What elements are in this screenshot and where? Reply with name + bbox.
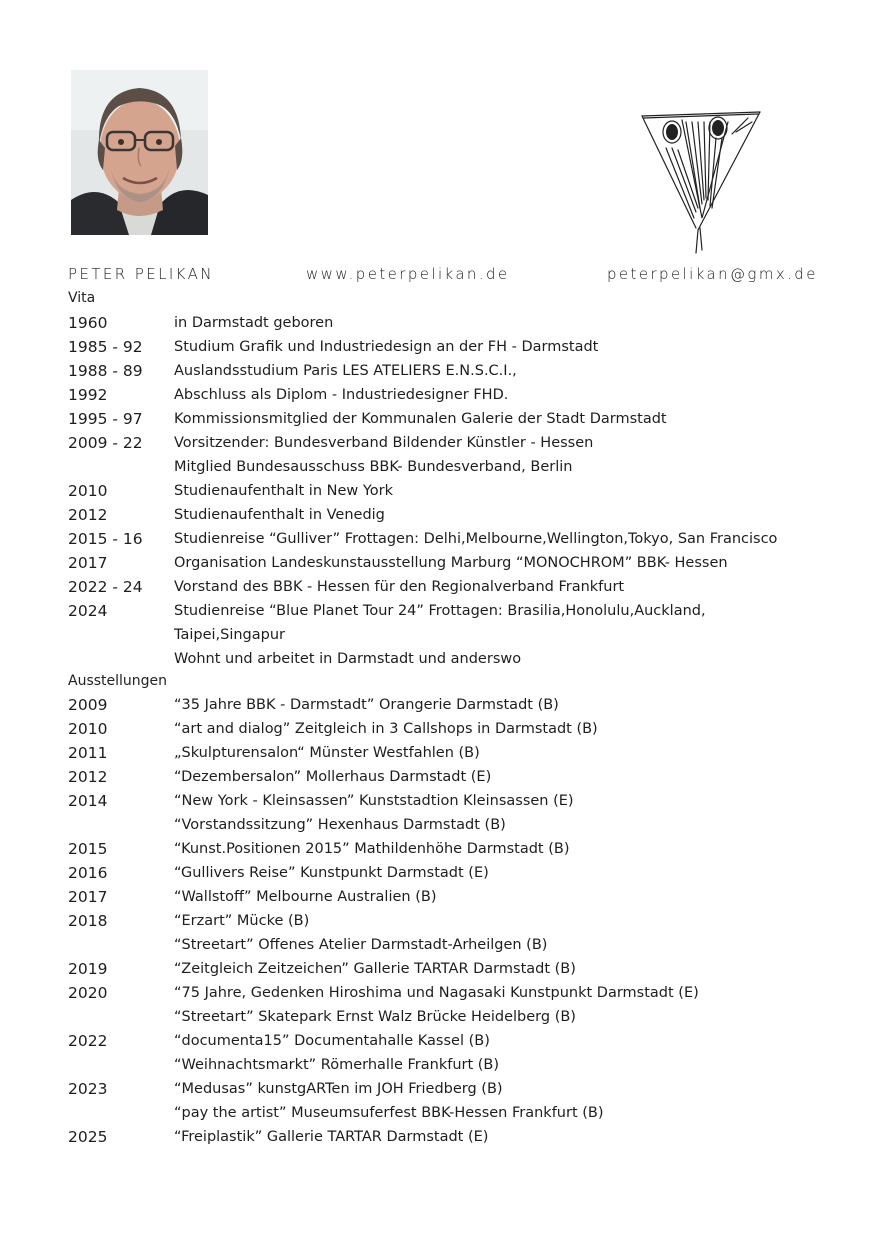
exhibition-row (68, 1005, 828, 1029)
entry-description: Vorstand des BBK - Hessen für den Regionalverband Frankfurt (174, 579, 625, 595)
entry-description: Taipei,Singapur (174, 627, 286, 643)
entry-year: 2019 (68, 960, 108, 978)
exhibition-row (68, 789, 828, 813)
entry-description: in Darmstadt geboren (174, 315, 334, 331)
entry-year: 1992 (68, 386, 108, 404)
entry-description: Vorsitzender: Bundesverband Bildender Künstler - Hessen (174, 435, 594, 451)
entry-description: “New York - Kleinsassen” Kunststadtion Kleinsassen (E) (174, 793, 574, 809)
pelican-logo-sketch (636, 108, 766, 258)
entry-year: 1960 (68, 314, 108, 332)
exhibition-row (68, 813, 828, 837)
vita-row (68, 599, 828, 623)
entry-description: “Medusas” kunstgARTen im JOH Friedberg (B) (174, 1081, 503, 1097)
entry-year: 2012 (68, 768, 108, 786)
entry-description: Studienaufenthalt in New York (174, 483, 394, 499)
website-link[interactable]: www.peterpelikan.de (306, 265, 510, 283)
entry-year: 2022 - 24 (68, 578, 143, 596)
entry-description: “Freiplastik” Gallerie TARTAR Darmstadt (E) (174, 1129, 489, 1145)
entry-description: Studienreise “Blue Planet Tour 24” Frottagen: Brasilia,Honolulu,Auckland, (174, 603, 706, 619)
entry-year: 2017 (68, 554, 108, 572)
entry-year: 1988 - 89 (68, 362, 143, 380)
entry-year: 2011 (68, 744, 108, 762)
entry-year: 2012 (68, 506, 108, 524)
entry-year: 2022 (68, 1032, 108, 1050)
vita-row (68, 311, 828, 335)
entry-description: Studium Grafik und Industriedesign an der FH - Darmstadt (174, 339, 599, 355)
entry-description: “Streetart” Offenes Atelier Darmstadt-Arheilgen (B) (174, 937, 548, 953)
exhibition-row (68, 717, 828, 741)
vita-row (68, 479, 828, 503)
vita-row (68, 383, 828, 407)
vita-row (68, 503, 828, 527)
entry-year: 2010 (68, 720, 108, 738)
exhibition-row (68, 957, 828, 981)
exhibition-row (68, 765, 828, 789)
entry-description: “documenta15” Documentahalle Kassel (B) (174, 1033, 490, 1049)
vita-row (68, 551, 828, 575)
vita-row (68, 431, 828, 455)
exhibition-row (68, 933, 828, 957)
entry-description: Organisation Landeskunstausstellung Marburg “MONOCHROM” BBK- Hessen (174, 555, 728, 571)
entry-description: Kommissionsmitglied der Kommunalen Galerie der Stadt Darmstadt (174, 411, 667, 427)
entry-description: “Streetart” Skatepark Ernst Walz Brücke Heidelberg (B) (174, 1009, 576, 1025)
vita-row (68, 647, 828, 671)
entry-description: “Vorstandssitzung” Hexenhaus Darmstadt (B) (174, 817, 506, 833)
entry-year: 2014 (68, 792, 108, 810)
exhibitions-list (68, 693, 828, 1149)
vita-row (68, 359, 828, 383)
entry-description: “Kunst.Positionen 2015” Mathildenhöhe Darmstadt (B) (174, 841, 570, 857)
entry-year: 2015 (68, 840, 108, 858)
portrait-illustration (71, 70, 208, 235)
entry-description: Studienreise “Gulliver” Frottagen: Delhi,Melbourne,Wellington,Tokyo, San Francisco (174, 531, 778, 547)
entry-description: Auslandsstudium Paris LES ATELIERS E.N.S.C.I., (174, 363, 517, 379)
vita-row (68, 455, 828, 479)
vita-row (68, 407, 828, 431)
exhibition-row (68, 1053, 828, 1077)
entry-description: Wohnt und arbeitet in Darmstadt und anderswo (174, 651, 522, 667)
artist-name: PETER PELIKAN (68, 265, 214, 283)
entry-description: “Dezembersalon” Mollerhaus Darmstadt (E) (174, 769, 492, 785)
exhibition-row (68, 1125, 828, 1149)
entry-year: 1995 - 97 (68, 410, 143, 428)
portrait-photo (71, 70, 208, 235)
exhibition-row (68, 741, 828, 765)
entry-year: 2023 (68, 1080, 108, 1098)
entry-year: 2025 (68, 1128, 108, 1146)
vita-heading: Vita (68, 290, 96, 306)
entry-year: 2015 - 16 (68, 530, 143, 548)
entry-description: Mitglied Bundesausschuss BBK- Bundesverband, Berlin (174, 459, 573, 475)
entry-description: Abschluss als Diplom - Industriedesigner FHD. (174, 387, 509, 403)
email-link[interactable]: peterpelikan@gmx.de (607, 265, 818, 283)
vita-row (68, 575, 828, 599)
entry-year: 2018 (68, 912, 108, 930)
entry-description: “Wallstoff” Melbourne Australien (B) (174, 889, 437, 905)
exhibition-row (68, 1029, 828, 1053)
exhibition-row (68, 861, 828, 885)
entry-year: 2010 (68, 482, 108, 500)
exhibition-row (68, 1077, 828, 1101)
exhibition-row (68, 981, 828, 1005)
exhibition-row (68, 1101, 828, 1125)
vita-list (68, 311, 828, 671)
entry-description: “75 Jahre, Gedenken Hiroshima und Nagasaki Kunstpunkt Darmstadt (E) (174, 985, 699, 1001)
entry-year: 2024 (68, 602, 108, 620)
entry-description: “art and dialog” Zeitgleich in 3 Callshops in Darmstadt (B) (174, 721, 598, 737)
entry-year: 2017 (68, 888, 108, 906)
entry-year: 1985 - 92 (68, 338, 143, 356)
entry-description: “Erzart” Mücke (B) (174, 913, 310, 929)
entry-description: “Weihnachtsmarkt” Römerhalle Frankfurt (B) (174, 1057, 500, 1073)
exhibition-row (68, 693, 828, 717)
vita-row (68, 335, 828, 359)
entry-year: 2009 - 22 (68, 434, 143, 452)
vita-row (68, 527, 828, 551)
exhibitions-heading: Ausstellungen (68, 673, 168, 689)
entry-year: 2016 (68, 864, 108, 882)
entry-year: 2020 (68, 984, 108, 1002)
exhibition-row (68, 909, 828, 933)
entry-description: “pay the artist” Museumsuferfest BBK-Hessen Frankfurt (B) (174, 1105, 604, 1121)
entry-description: “Zeitgleich Zeitzeichen” Gallerie TARTAR Darmstadt (B) (174, 961, 576, 977)
entry-year: 2009 (68, 696, 108, 714)
entry-description: Studienaufenthalt in Venedig (174, 507, 385, 523)
entry-description: “Gullivers Reise” Kunstpunkt Darmstadt (E) (174, 865, 489, 881)
vita-row (68, 623, 828, 647)
entry-description: „Skulpturensalon“ Münster Westfahlen (B) (174, 745, 480, 761)
exhibition-row (68, 885, 828, 909)
entry-description: “35 Jahre BBK - Darmstadt” Orangerie Darmstadt (B) (174, 697, 559, 713)
exhibition-row (68, 837, 828, 861)
